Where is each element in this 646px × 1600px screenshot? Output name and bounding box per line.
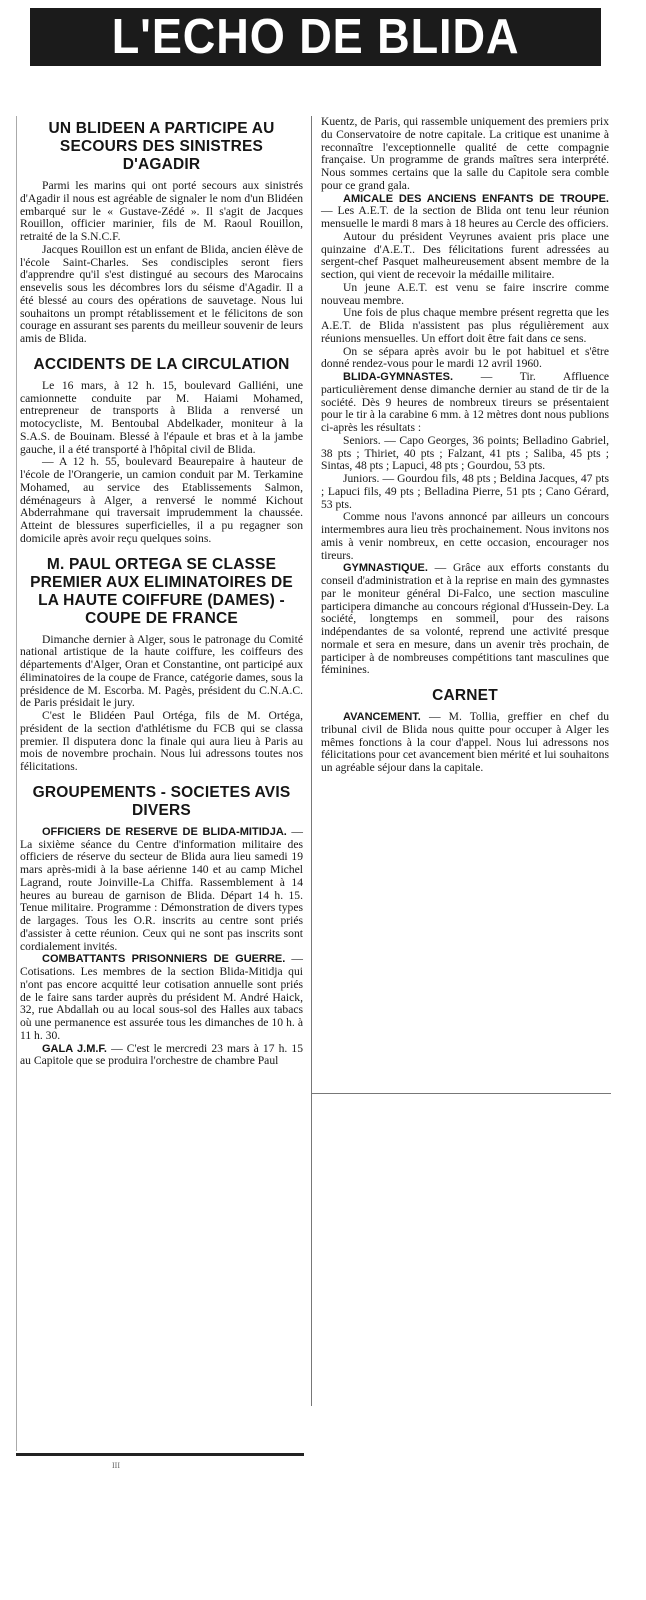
right-column-end-rule <box>311 1093 611 1094</box>
paragraph: Comme nous l'avons annoncé par ailleurs un concours intermembres aura lieu très prochainement. Nous invitons nos amis à venir nombreux, en cette occasion, encourager nos tireurs. <box>321 510 609 562</box>
paragraph: Dimanche dernier à Alger, sous le patronage du Comité national artistique de la haute coiffure, les coiffeurs des départements d'Alger, Oran et Constantine, ont participé aux éliminatoires de la coupe de France, catégorie dames, sous la présidence de M. Escorba. M. Pagès, président du C.N.A.C. de Paris présidait le jury. <box>20 632 303 710</box>
left-border <box>16 116 17 1451</box>
article-title-accidents: ACCIDENTS DE LA CIRCULATION <box>33 355 290 373</box>
page-mark: III <box>112 1461 120 1470</box>
article-title-agadir: UN BLIDEEN A PARTICIPE AU SECOURS DES SINISTRES D'AGADIR <box>48 120 275 173</box>
column-divider <box>311 116 312 1406</box>
paragraph: AMICALE DES ANCIENS ENFANTS DE TROUPE. — Les A.E.T. de la section de Blida ont tenu leur réunion mensuelle le mardi 8 mars à 18 heures au Cercle des officiers. <box>321 192 609 230</box>
run-in-heading: GYMNASTIQUE. <box>343 562 428 575</box>
article-title-groupements: GROUPEMENTS - SOCIETES AVIS DIVERS <box>32 783 291 819</box>
run-in-heading: BLIDA-GYMNASTES. <box>343 371 453 383</box>
paragraph: Autour du président Veyrunes avaient pris place une quinzaine d'A.E.T.. Des félicitations furent adressées au sergent-chef Pasquet malheureusement absent membre de la section, qui vient de recevoir la médaille militaire. <box>321 229 609 281</box>
paragraph: Le 16 mars, à 12 h. 15, boulevard Galliéni, une camionnette conduite par M. Haiami Mohamed, entrepreneur de transports à Blida a renversé un motocycliste, M. Bentoubal Abdelkader, moniteur à la S.A.S. de Bouinam. Blessé à l'épaule et bras et à la jambe gauche, il a été transporté à l'hôpital civil de Blida. <box>20 378 303 456</box>
paragraph: — A 12 h. 55, boulevard Beaurepaire à hauteur de l'école de l'Orangerie, un camion conduit par M. Terkamine Mohamed, au service des Etablissements Salmon, déménageurs à Alger, a renversé le nommé Kichout Abderrahmane qui traversait imprudemment la chaussée. Atteint de blessures superficielles, il a pu regagner son domicile après avoir reçu quelques soins. <box>20 455 303 545</box>
paragraph: Kuentz, de Paris, qui rassemble uniquement des premiers prix du Conservatoire de notre capitale. La critique est unanime à reconnaître l'exceptionnelle qualité de cette compagnie française. Un programme de grands maîtres sera interprété. Nous sommes certains que la salle du Capitole sera comble pour ce grand gala. <box>321 115 609 192</box>
left-column <box>20 116 303 1068</box>
masthead-title: L'ECHO DE BLIDA <box>111 10 520 64</box>
paragraph: Seniors. — Capo Georges, 36 points; Belladino Gabriel, 38 pts ; Thiriet, 40 pts ; Falzant, 41 pts ; Saliba, 45 pts ; Sintas, 48 pts ; Lapuci, 48 pts ; Gourdou, 53 pts. <box>321 433 609 473</box>
right-column <box>321 116 609 775</box>
paragraph: C'est le Blidéen Paul Ortéga, fils de M. Ortéga, président de la section d'athlétisme du FCB qui se classa premier. Il disputera donc la finale qui aura lieu à Paris au mois de novembre prochain. Nous lui adressons toutes nos félicitations. <box>20 709 303 773</box>
run-in-heading: OFFICIERS DE RESERVE DE BLIDA-MITIDJA. <box>42 825 287 838</box>
paragraph: Juniors. — Gourdou fils, 48 pts ; Beldina Jacques, 47 pts ; Lapuci fils, 49 pts ; Belladina Pierre, 51 pts ; Cano Gérard, 53 pts. <box>321 472 609 511</box>
bottom-rule <box>16 1453 304 1456</box>
section-title-carnet: CARNET <box>432 687 498 704</box>
paragraph: Une fois de plus chaque membre présent regretta que les A.E.T. de Blida n'assistent pas plus régulièrement aux réunions mensuelles. Un effort doit être fait dans ce sens. <box>321 306 609 345</box>
paragraph: OFFICIERS DE RESERVE DE BLIDA-MITIDJA. — La sixième séance du Centre d'information militaire des officiers de réserve du secteur de Blida aura lieu samedi 19 mars après-midi à la base aérienne 140 et au camp Michel Lagrand, route Joinville-La Chiffa. Rassemblement à 14 heures au bureau de garnison de Blida. Départ 14 h. 15. Tenue militaire. Programme : Démonstration de divers types de largages. Tous les O.R. inscrits au centre sont priés d'assister à cette réunion. Ceux qui ne sont pas inscrits sont cordialement invités. <box>20 824 304 953</box>
paragraph: Parmi les marins qui ont porté secours aux sinistrés d'Agadir il nous est agréable de signaler le nom d'un Blidéen embarqué sur le « Gustave-Zédé ». Il s'agit de Jacques Rouillon, officier marinier, fils de M. Raoul Rouillon, retraité de la S.N.C.F. <box>20 179 303 243</box>
masthead <box>30 8 601 66</box>
paragraph: GYMNASTIQUE. — Grâce aux efforts constants du conseil d'administration et à la reprise en main des gymnastes par le moniteur général Di-Falco, une section masculine participera dimanche au concours régional d'Hussein-Dey. La société, longtemps en sommeil, pour des raisons indépendantes de sa volonté, reprend une activité presque normale et sera en mesure, dans un avenir très prochain, de participer à de nombreuses compétitions tant masculines que féminines. <box>321 561 609 677</box>
run-in-heading: GALA J.M.F. <box>42 1042 107 1055</box>
paragraph: On se sépara après avoir bu le pot habituel et s'être donné rendez-vous pour le mardi 12 avril 1960. <box>321 344 609 371</box>
paragraph: Un jeune A.E.T. est venu se faire inscrire comme nouveau membre. <box>321 280 609 307</box>
paragraph: AVANCEMENT. — M. Tollia, greffier en chef du tribunal civil de Blida nous quitte pour occuper à Alger les mêmes fonctions à la cour d'appel. Nous lui adressons nos félicitations pour cet avancement bien mérité et lui souhaitons un agréable séjour dans la capitale. <box>321 710 609 774</box>
article-title-ortega: M. PAUL ORTEGA SE CLASSE PREMIER AUX ELIMINATOIRES DE LA HAUTE COIFFURE (DAMES) - COUPE DE FRANCE <box>30 555 293 627</box>
run-in-heading: AMICALE DES ANCIENS ENFANTS DE TROUPE. <box>343 192 609 205</box>
paragraph: GALA J.M.F. — C'est le mercredi 23 mars à 17 h. 15 au Capitole que se produira l'orchestre de chambre Paul <box>20 1041 303 1068</box>
paragraph: COMBATTANTS PRISONNIERS DE GUERRE. — Cotisations. Les membres de la section Blida-Mitidja qui n'ont pas encore acquitté leur cotisation annuelle sont priés de le faire sans tarder auprès du président M. André Haick, 32, rue Abdallah ou au local sous-sol des Halles aux tabacs où une permanence est assurée tous les dimanches de 10 h. à 11 h. 30. <box>20 952 303 1042</box>
paragraph: Jacques Rouillon est un enfant de Blida, ancien élève de l'école Saint-Charles. Ses condisciples seront fiers d'apprendre qu'il s'est distingué au secours des Marocains ensevelis sous les décombres lors du séisme d'Agadir. Il a été blessé au cours des opérations de sauvetage. Nous lui souhaitons un prompt rétablissement et le félicitons de son courage en assurant ses parents du meilleur souvenir de leurs amis de Blida. <box>20 242 303 345</box>
run-in-heading: AVANCEMENT. <box>343 711 421 723</box>
paragraph: BLIDA-GYMNASTES. — Tir. Affluence particulièrement dense dimanche dernier au stand de tir de la société. Dès 9 heures de nombreux tireurs se présentaient pour le tir à la carabine 6 mm. à 12 mètres dont nous publions ci-après les résultats : <box>321 370 609 434</box>
run-in-heading: COMBATTANTS PRISONNIERS DE GUERRE. <box>42 953 286 966</box>
